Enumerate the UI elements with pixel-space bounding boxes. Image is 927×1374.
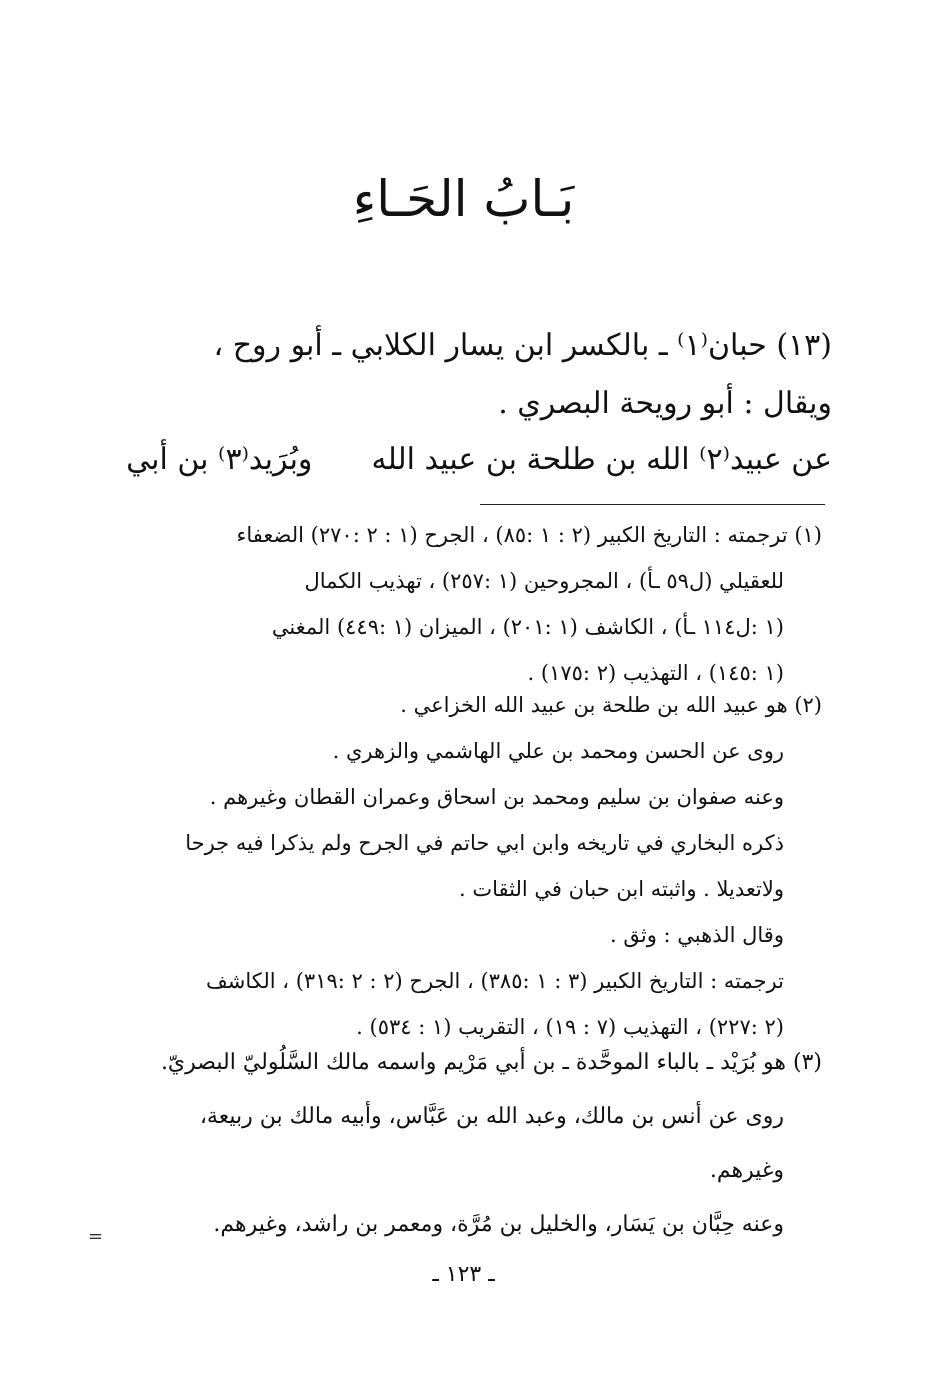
entry-line-3-part-b: وبُرَيد⁽٣⁾ بن أبي — [126, 442, 313, 477]
footnote-line: (١ :ل١١٤ ـأ) ، الكاشف (١ :٢٠١) ، الميزان (١ :٤٤٩) المغني — [271, 615, 784, 639]
chapter-title: بَـابُ الحَـاءِ — [352, 170, 575, 228]
footnote-line: روى عن أنس بن مالك، وعبد الله بن عَبَّاس، وأبيه مالك بن ربيعة، — [199, 1104, 784, 1129]
footnote-3 — [120, 1036, 822, 1252]
footnote-line: ولاتعديلا . واثبته ابن حبان في الثقات . — [458, 877, 784, 901]
footnote-line: (٢ :٢٢٧) ، التهذيب (٧ : ١٩) ، التقريب (١ : ٥٣٤) . — [356, 1015, 784, 1039]
footnote-line: ذكره البخاري في تاريخه وابن ابي حاتم في الجرح ولم يذكرا فيه جرحا — [185, 831, 784, 855]
footnote-line: (١) ترجمته : التاريخ الكبير (٢ : ١ :٨٥) ، الجرح (١ : ٢ :٢٧٠) الضعفاء — [236, 523, 822, 547]
footnote-line: (٢) هو عبيد الله بن طلحة بن عبيد الله الخزاعي . — [400, 693, 822, 717]
footnote-line: روى عن الحسن ومحمد بن علي الهاشمي والزهري . — [332, 739, 784, 763]
footnote-line: (٣) هو بُرَيْد ـ بالباء الموحَّدة ـ بن أبي مَرْيم واسمه مالك السَّلُوليّ البصريّ. — [160, 1050, 822, 1075]
entry-line-1: (١٣) حبان⁽١⁾ ـ بالكسر ابن يسار الكلابي ـ أبو روح ، — [213, 328, 832, 363]
entry-line-3-part-a: عن عبيد⁽٢⁾ الله بن طلحة بن عبيد الله — [371, 442, 832, 477]
entry-line-3 — [120, 432, 832, 488]
footnote-2 — [120, 682, 822, 1050]
entry-line-2: ويقال : أبو رويحة البصري . — [498, 386, 832, 421]
footnote-line: وعنه صفوان بن سليم ومحمد بن اسحاق وعمران القطان وغيرهم . — [209, 785, 784, 809]
footnote-1 — [120, 512, 822, 696]
footnote-line: للعقيلي (ل٥٩ ـأ) ، المجروحين (١ :٢٥٧) ، تهذيب الكمال — [304, 569, 784, 593]
footnote-line: (١ :١٤٥) ، التهذيب (٢ :١٧٥) . — [527, 661, 784, 685]
footnote-separator — [480, 504, 825, 505]
footnote-line: وقال الذهبي : وثق . — [610, 923, 784, 947]
margin-mark: = — [88, 1226, 104, 1247]
footnote-line: وغيرهم. — [709, 1158, 784, 1183]
footnote-line: ترجمته : التاريخ الكبير (٣ : ١ :٣٨٥) ، الجرح (٢ : ٢ :٣١٩) ، الكاشف — [206, 969, 784, 993]
page-number: ـ ١٢٣ ـ — [432, 1262, 495, 1287]
footnote-line: وعنه حِبَّان بن يَسَار، والخليل بن مُرَّة، ومعمر بن راشد، وغيرهم. — [213, 1212, 784, 1237]
